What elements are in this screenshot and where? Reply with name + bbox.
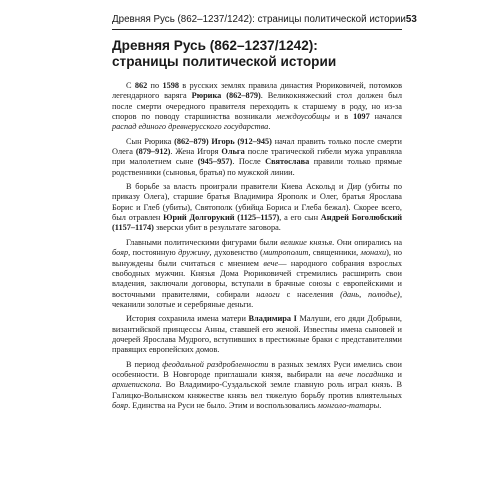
text-run: и [393,369,403,379]
bold-text: Ольга [221,147,245,157]
bold-text: 1598 [162,81,180,90]
text-run: , чеканили золотые и серебряные деньги. [112,289,403,309]
text-run: по [147,81,163,90]
text-run: В борьбе за власть проиграли правители Киева Аскольд и Дир (убиты по приказу Олега), старшие братья Владимира Ярополк и Олег, братья Ярослава Борис и Глеб (убиты), Святополк (убийца Бориса и Глеба бежал). Скорее всего, был отравлен [112,182,402,223]
text-run: и в [330,112,354,122]
text-run: . Великокняжеский стол должен был после смерти очередного правителя переходить к старшему в роду, но из-за споров по поводу старшинства возникали [112,91,403,122]
italic-text: (дань, полюдье) [340,289,400,299]
page-number: 53 [405,14,417,25]
text-run: . [379,400,382,410]
chapter-title-line-1: Древняя Русь (862–1237/1242): [112,38,318,53]
text-run: . [268,122,271,132]
italic-text: бояр [112,248,129,258]
text-run: . Они опирались на [332,237,402,247]
text-run: , духовенство ( [209,248,263,258]
text-run: В период [126,359,163,369]
text-run: , а его сын [279,213,321,223]
book-page [112,14,417,492]
text-run: История сохранила имена матери [126,314,249,324]
italic-text: монахи [360,248,387,258]
bold-text: 862 [134,81,148,90]
text-run: правили только прямые родственники (сыновья, братья) по мужской линии. [112,157,402,177]
text-run: с населения [279,289,341,299]
bold-text: Юрий Долгорукий (1125–1157) [163,213,280,223]
paragraph [112,314,402,355]
text-run: . Во Владимиро-Суздальской земле главную роль играл [159,380,372,390]
italic-text: вече посадника [338,369,394,379]
paragraph [112,137,402,178]
bold-text: Рюрика (862–879) [191,91,261,101]
bold-text: (945–957) [197,157,233,167]
bold-text: (862–879) Игорь (912–945) [174,136,272,146]
italic-text: великие князья [280,237,333,247]
text-run: С [126,81,135,90]
body-text [112,81,402,411]
text-run: Главными политическими фигурами были [126,237,281,247]
text-run: . Жена Игоря [170,147,222,157]
italic-text: князь [371,380,391,390]
text-run: Малуши, его дяди Добрыни, византийской принцессы Анны, ставшей его женой. Известны имена сыновей и дочерей Ярослава Мудрого, вступивших в престижные браки с представителями правящих европейских домов. [112,314,402,355]
paragraph [112,81,402,133]
text-run: в разных землях Руси имелись свои особенности. В Новгороде приглашали князя, выбирали на [112,359,403,379]
text-run: начался [369,112,402,122]
italic-text: митрополит [262,248,309,258]
bold-text: Владимира I [248,314,297,324]
text-run: . Единства на Руси не было. Этим и воспользовались [128,400,318,410]
bold-text: 1097 [353,112,370,122]
italic-text: налоги [256,289,280,299]
text-run: . После [232,157,266,167]
running-title: Древняя Русь (862–1237/1242): страницы политической истории [112,14,406,25]
text-run: — народного собрания взрослых свободных мужчин. Князья Дома Рюриковичей стремились расширить свои владения, заключали договоры, вступали в брачные союзы с европейскими и восточными правителями, собирали [112,258,402,299]
italic-text: междоусобицы [276,112,331,122]
italic-text: монголо-татары [317,400,380,410]
paragraph [112,182,402,234]
bold-text: Андрей Боголюбский (1157–1174) [112,213,403,233]
italic-text: вече [263,258,279,268]
italic-text: архиепископа [112,380,160,390]
italic-text: бояр [112,400,129,410]
text-run: в русских землях правила династия Рюриковичей, потомков легендарного варяга [112,81,402,101]
italic-text: распад единого древнерусского государства [112,122,269,132]
paragraph [112,360,402,412]
text-run: ), но вынуждены были считаться с мнением [112,248,403,268]
text-run: начал править только после смерти Олега [112,136,402,157]
italic-text: феодальной раздробленности [162,359,269,369]
italic-text: дружину [178,248,210,258]
chapter-title [112,38,402,70]
bold-text: (879–912) [135,147,171,157]
paragraph [112,238,402,310]
text-run: зверски убит в результате заговора. [153,223,281,233]
chapter-title-line-2: страницы политической истории [112,54,337,69]
running-header [112,14,417,30]
text-run: . В Галицко-Волынском княжестве князь вел тяжелую борьбу против влиятельных [112,380,402,400]
bold-text: Святослава [265,157,310,167]
text-run: Сын Рюрика [126,136,175,146]
text-run: , священники, [308,248,361,258]
text-run: после трагической гибели мужа управляла при малолетнем сыне [112,147,402,167]
text-run: , постоянную [128,248,179,258]
